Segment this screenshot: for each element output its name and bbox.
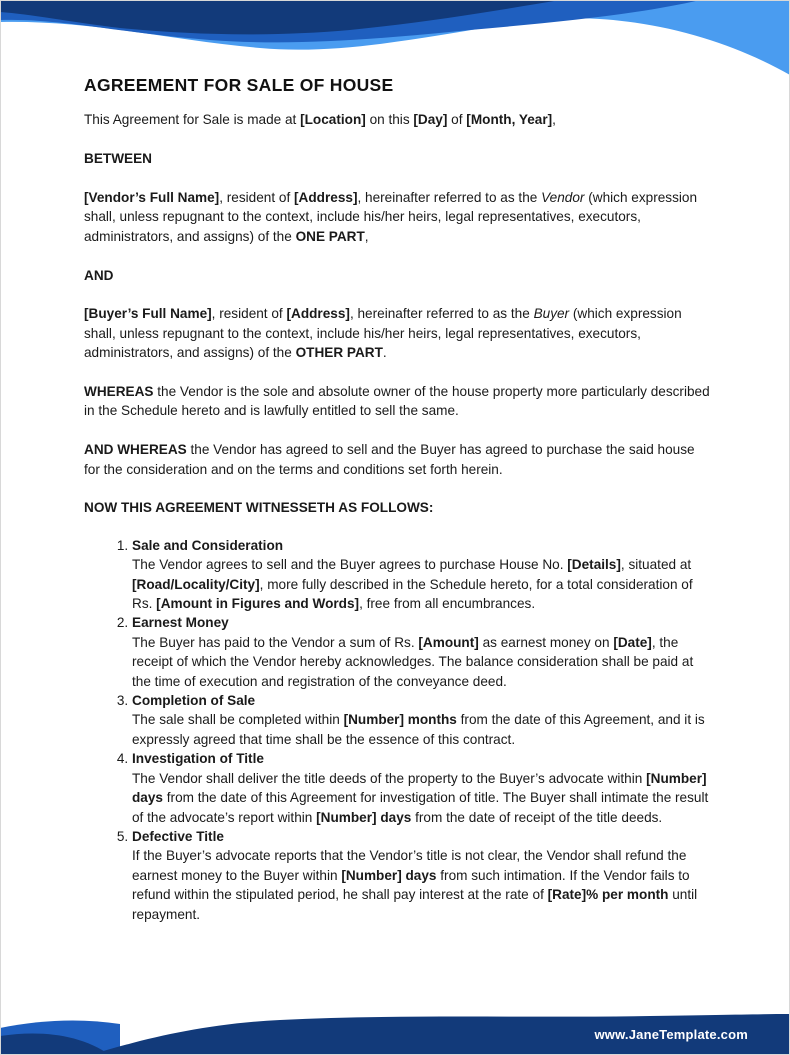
clause-text: from the date of this Agreement, and it is expressly agreed that time shall be the essence of this contract.: [132, 712, 705, 747]
buyer-address-placeholder: [Address]: [286, 306, 350, 322]
road-placeholder: [Road/Locality/City]: [132, 576, 260, 592]
agreement-document: [84, 76, 710, 924]
and-whereas-text: the Vendor has agreed to sell and the Buyer has agreed to purchase the said house for the consideration and on the terms and conditions set forth herein.: [84, 442, 695, 477]
clause-completion-of-sale: [132, 691, 710, 749]
clause-investigation-of-title: [132, 749, 710, 827]
clause-text: from such intimation. If the Vendor fails to refund within the stipulated period, he shall pay interest at the rate of: [132, 867, 690, 903]
buyer-text: , hereinafter referred to as the: [349, 306, 534, 322]
buyer-text: (which expression shall, unless repugnant to the context, include his/her heirs, legal representatives, executors, administrators, and assigns) of the: [84, 306, 682, 361]
and-heading: AND: [84, 267, 114, 283]
vendor-party-paragraph: [84, 188, 710, 246]
clause-text: from the date of receipt of the title deeds.: [411, 809, 663, 825]
days-placeholder: [Number] days: [132, 770, 707, 806]
whereas-text: the Vendor is the sole and absolute owner of the house property more particularly described in the Schedule hereto and is lawfully entitled to sell the same.: [84, 384, 710, 419]
vendor-text: (which expression shall, unless repugnant to the context, include his/her heirs, legal representatives, executors, administrators, and assigns) of the: [84, 190, 698, 244]
vendor-part: ONE PART: [295, 228, 365, 244]
location-placeholder: [Location]: [300, 112, 366, 128]
clause-text: until repayment.: [132, 887, 698, 922]
clause-text: , free from all encumbrances.: [359, 596, 536, 612]
buyer-name-placeholder: [Buyer’s Full Name]: [84, 306, 212, 322]
days-placeholder: [Number] days: [316, 809, 412, 825]
clause-text: as earnest money on: [478, 634, 614, 650]
clause-title: 2. Earnest Money: [132, 615, 229, 631]
amount-placeholder: [Amount]: [418, 634, 479, 650]
intro-text: on this: [365, 112, 414, 128]
intro-text: of: [447, 112, 467, 128]
months-placeholder: [Number] months: [343, 712, 457, 728]
vendor-text: , hereinafter referred to as the: [357, 190, 542, 205]
whereas-lead: WHEREAS: [84, 384, 154, 400]
buyer-text: , resident of: [211, 306, 287, 322]
days-placeholder: [Number] days: [341, 867, 437, 883]
buyer-role: Buyer: [533, 306, 570, 322]
whereas-paragraph: [84, 382, 710, 421]
clause-sale-consideration: [132, 536, 710, 614]
clause-earnest-money: [132, 613, 710, 691]
intro-text: This Agreement for Sale is made at: [84, 112, 301, 128]
clause-text: , more fully described in the Schedule hereto, for a total consideration of Rs.: [132, 576, 693, 612]
clause-text: The Buyer has paid to the Vendor a sum of Rs.: [132, 634, 419, 650]
intro-text: ,: [552, 112, 556, 128]
clause-title: 3. Completion of Sale: [132, 693, 256, 709]
rate-placeholder: [Rate]% per month: [547, 887, 669, 903]
clause-text: from the date of this Agreement for investigation of title. The Buyer shall intimate the result of the advocate’s report within: [132, 790, 709, 825]
date-placeholder: [Date]: [613, 634, 652, 650]
clause-text: If the Buyer’s advocate reports that the Vendor’s title is not clear, the Vendor shall refund the earnest money to the Buyer within: [132, 848, 687, 883]
clause-title: 1. Sale and Consideration: [132, 537, 284, 553]
vendor-text: ,: [364, 228, 369, 244]
clause-text: The Vendor agrees to sell and the Buyer agrees to purchase House No.: [132, 557, 568, 573]
intro-paragraph: [84, 110, 710, 129]
clause-title: 4. Investigation of Title: [132, 751, 264, 767]
clause-text: The sale shall be completed within: [132, 712, 344, 728]
and-whereas-paragraph: [84, 440, 710, 479]
document-title: AGREEMENT FOR SALE OF HOUSE: [84, 75, 394, 95]
vendor-role: Vendor: [541, 190, 585, 205]
buyer-part: OTHER PART: [295, 345, 383, 361]
and-whereas-lead: AND WHEREAS: [84, 442, 187, 458]
clause-text: The Vendor shall deliver the title deeds of the property to the Buyer’s advocate within: [132, 770, 647, 786]
buyer-party-paragraph: [84, 304, 710, 362]
vendor-text: , resident of: [219, 190, 295, 205]
day-placeholder: [Day]: [413, 112, 448, 128]
vendor-name-placeholder: [Vendor’s Full Name]: [84, 190, 220, 205]
details-placeholder: [Details]: [567, 557, 621, 573]
clause-defective-title: [132, 827, 710, 924]
amount-placeholder: [Amount in Figures and Words]: [156, 596, 360, 612]
month-year-placeholder: [Month, Year]: [466, 112, 553, 128]
clauses-list: [84, 536, 710, 924]
between-heading: BETWEEN: [84, 151, 152, 167]
footer-website-link[interactable]: www.JaneTemplate.com: [594, 1027, 748, 1042]
clause-title: 5. Defective Title: [132, 828, 224, 844]
witnesseth-heading: NOW THIS AGREEMENT WITNESSETH AS FOLLOWS:: [84, 500, 434, 516]
buyer-text: .: [382, 345, 387, 361]
clause-text: , situated at: [620, 557, 692, 573]
clause-text: , the receipt of which the Vendor hereby acknowledges. The balance consideration shall be paid at the time of execution and registration of the conveyance deed.: [132, 634, 694, 689]
vendor-address-placeholder: [Address]: [294, 190, 358, 205]
